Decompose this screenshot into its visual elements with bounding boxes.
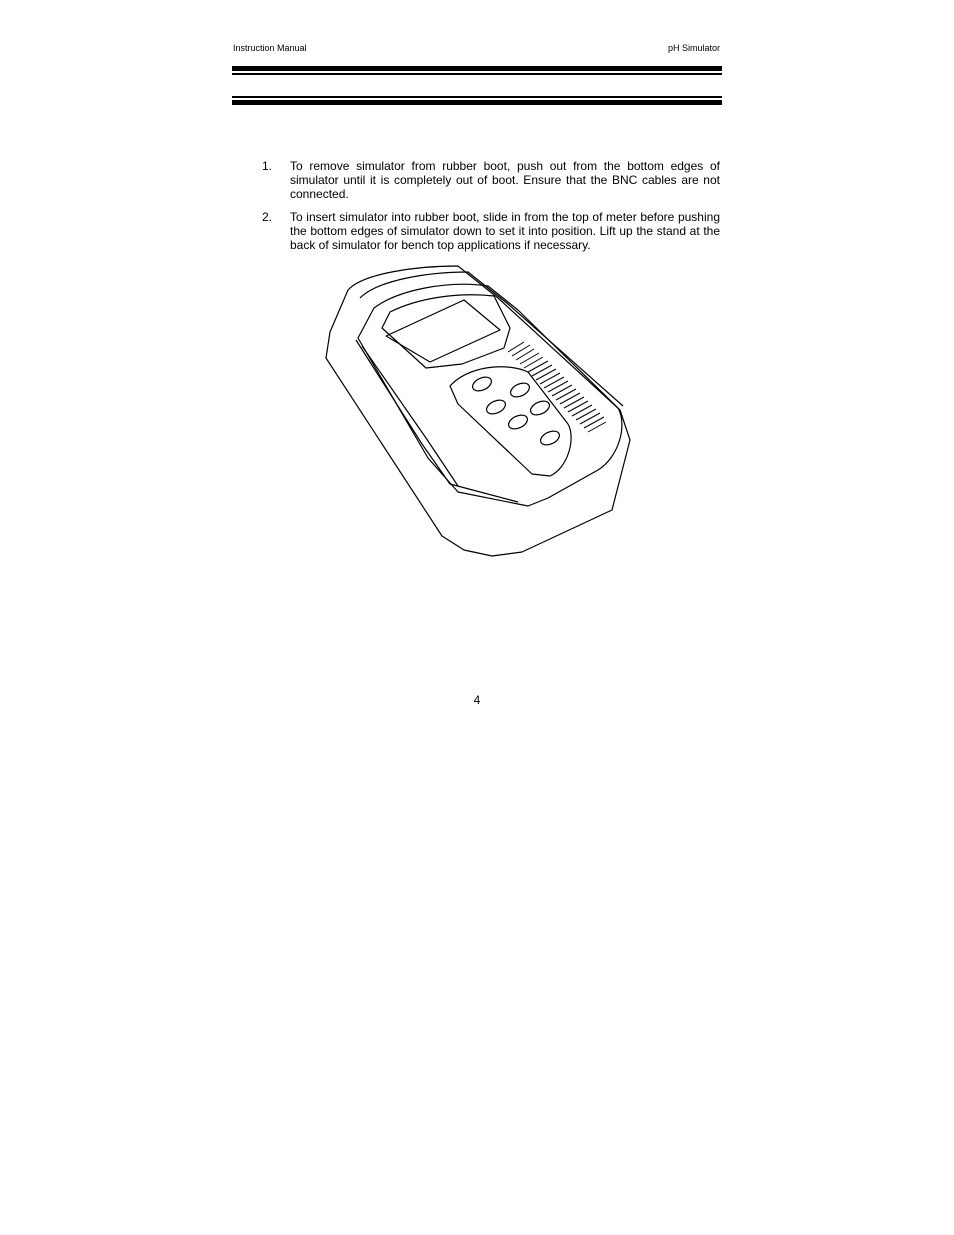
keypad-button [506,412,529,431]
keypad-button [528,398,551,417]
boot-side-line-inner [362,346,458,486]
simulator-body [358,284,622,506]
instruction-steps [262,159,720,261]
step-text: To remove simulator from rubber boot, push out from the bottom edges of simulator until it is completely out of boot. Ensure that the BNC cables are not connected. [290,159,720,201]
step-item [262,210,720,252]
page-number: 4 [473,693,481,707]
keypad-button [508,380,531,399]
step-number: 2. [262,210,273,224]
keypad-button [470,374,493,393]
grip-ridges [508,342,606,432]
keypad-button [538,428,561,447]
boot-side-line [356,340,518,502]
step-item [262,159,720,201]
header-rule-bottom-thick [232,100,722,105]
step-number: 1. [262,159,273,173]
display-window [386,300,500,362]
boot-outline [326,266,630,556]
header-rule-top-thin [232,73,722,75]
step-text: To insert simulator into rubber boot, slide in from the top of meter before pushing the bottom edges of simulator down to set it into position. Lift up the stand at the back of simulator for bench top applications if necessary. [290,210,720,252]
header-right-title: pH Simulator [667,43,720,53]
header-rule-bottom-thin [232,96,722,98]
display-bezel [382,295,510,368]
header-rule-top-thick [232,66,722,71]
simulator-in-rubber-boot-illustration [318,258,638,562]
keypad-button [484,397,507,416]
header-left-title: Instruction Manual [233,43,307,53]
